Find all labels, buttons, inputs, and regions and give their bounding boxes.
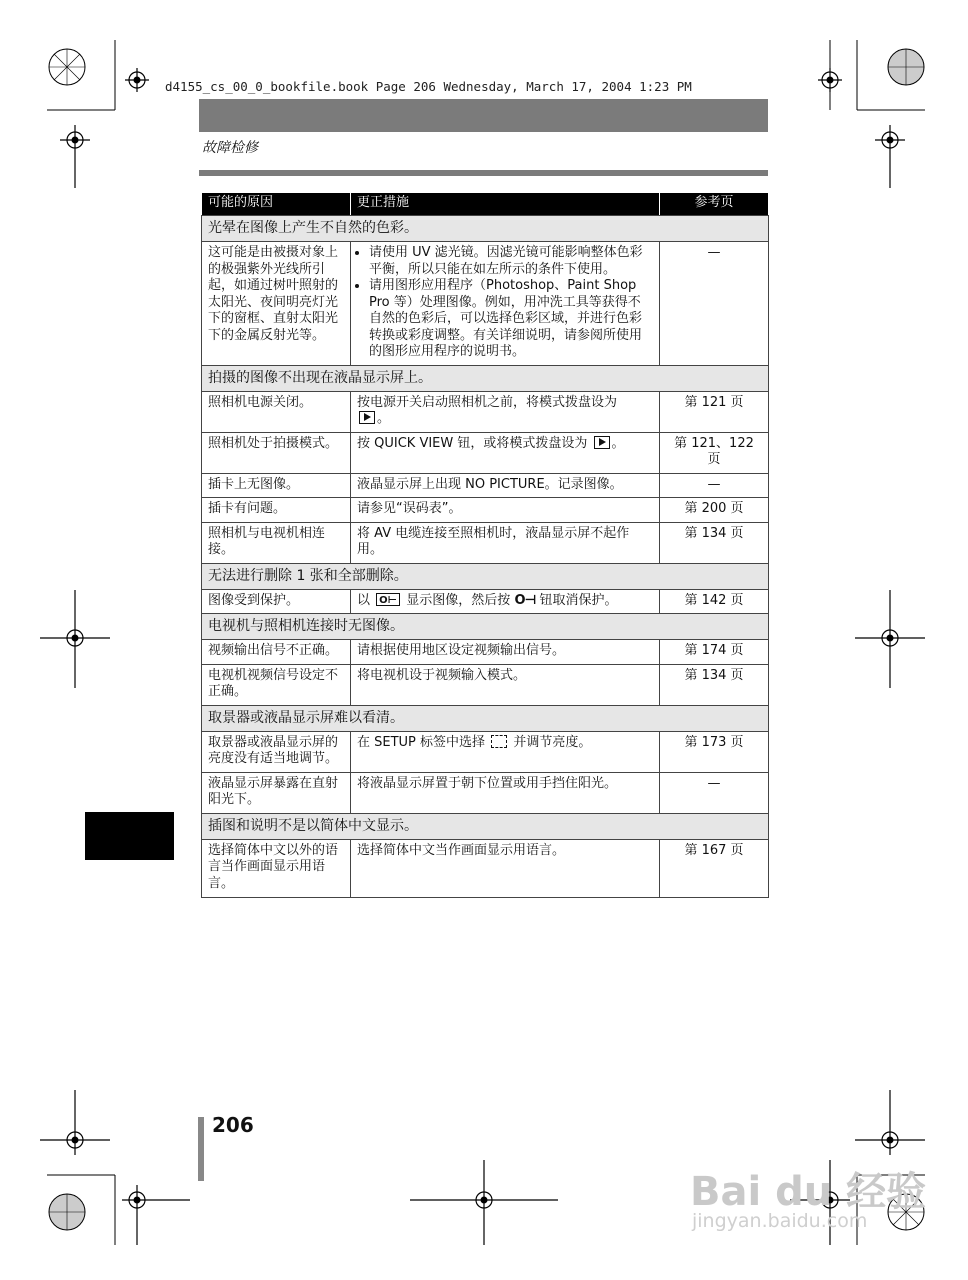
protect-icon: O⊢ — [376, 593, 400, 606]
cause-cell: 取景器或液晶显示屏的亮度没有适当地调节。 — [202, 731, 351, 772]
chapter-tab — [85, 812, 174, 860]
troubleshooting-table — [201, 192, 769, 898]
file-header: d4155_cs_00_0_bookfile.book Page 206 Wednesday, March 17, 2004 1:23 PM — [165, 79, 692, 94]
group-row — [202, 216, 769, 242]
cause-cell: 图像受到保护。 — [202, 589, 351, 614]
table-row — [202, 640, 769, 665]
section-title: 故障检修 — [202, 140, 258, 156]
fix-text: 并调节亮度。 — [513, 734, 592, 750]
cause-cell: 照相机与电视机相连接。 — [202, 522, 351, 563]
fix-text: 显示图像，然后按 — [406, 592, 511, 608]
group-row — [202, 705, 769, 731]
group-title: 插图和说明不是以简体中文显示。 — [202, 813, 769, 839]
cause-cell: 选择简体中文以外的语言当作画面显示用语言。 — [202, 839, 351, 897]
ref-cell: — — [660, 473, 769, 498]
cause-cell: 视频输出信号不正确。 — [202, 640, 351, 665]
table-row — [202, 772, 769, 813]
cause-cell: 插卡有问题。 — [202, 498, 351, 523]
ref-cell: 第 134 页 — [660, 664, 769, 705]
key-icon: O⊣ — [514, 592, 536, 608]
table-row — [202, 391, 769, 432]
ref-cell: — — [660, 242, 769, 366]
fix-cell: 选择简体中文当作画面显示用语言。 — [351, 839, 660, 897]
playback-icon — [594, 436, 610, 449]
watermark-brand: Bai du 经验 — [690, 1169, 927, 1215]
cause-cell: 液晶显示屏暴露在直射阳光下。 — [202, 772, 351, 813]
fix-cell: 请参见“误码表”。 — [351, 498, 660, 523]
header-ref: 参考页 — [660, 193, 769, 216]
fix-cell: 请根据使用地区设定视频输出信号。 — [351, 640, 660, 665]
fix-cell: 将液晶显示屏置于朝下位置或用手挡住阳光。 — [351, 772, 660, 813]
fix-text: 按 QUICK VIEW 钮，或将模式拨盘设为 — [357, 435, 588, 451]
table-row — [202, 664, 769, 705]
group-row — [202, 813, 769, 839]
page-number-bar — [198, 1117, 204, 1181]
table-row — [202, 432, 769, 473]
group-row — [202, 614, 769, 640]
fix-cell — [351, 731, 660, 772]
fix-cell — [351, 242, 660, 366]
ref-cell: 第 174 页 — [660, 640, 769, 665]
table-header-row — [202, 193, 769, 216]
group-title: 电视机与照相机连接时无图像。 — [202, 614, 769, 640]
ref-cell: — — [660, 772, 769, 813]
cause-cell: 这可能是由被摄对象上的极强紫外光线所引起，如通过树叶照射的太阳光、夜间明亮灯光下的窗框、直射太阳光下的金属反射光等。 — [202, 242, 351, 366]
fix-cell — [351, 432, 660, 473]
fix-cell — [351, 391, 660, 432]
ref-cell: 第 173 页 — [660, 731, 769, 772]
ref-cell: 第 142 页 — [660, 589, 769, 614]
table-row — [202, 522, 769, 563]
fix-text: 。 — [377, 411, 391, 426]
fix-cell: 液晶显示屏上出现 NO PICTURE。记录图像。 — [351, 473, 660, 498]
monitor-brightness-icon — [491, 735, 507, 748]
playback-icon — [359, 411, 375, 424]
fix-bullet: • 请使用 UV 滤光镜。因滤光镜可能影响整体色彩平衡，所以只能在如左所示的条件下使用。 — [369, 245, 653, 278]
header-fix: 更正措施 — [351, 193, 660, 216]
table-row — [202, 839, 769, 897]
group-row — [202, 563, 769, 589]
watermark-url: jingyan.baidu.com — [692, 1210, 868, 1232]
cause-cell: 照相机处于拍摄模式。 — [202, 432, 351, 473]
ref-cell: 第 134 页 — [660, 522, 769, 563]
ref-cell: 第 121 页 — [660, 391, 769, 432]
fix-text: 钮取消保护。 — [539, 592, 618, 608]
page-number: 206 — [212, 1113, 254, 1137]
ref-cell: 第 200 页 — [660, 498, 769, 523]
group-title: 无法进行删除 1 张和全部删除。 — [202, 563, 769, 589]
table-row — [202, 473, 769, 498]
fix-text: 以 — [357, 592, 371, 608]
header-bar — [199, 99, 768, 132]
cause-cell: 插卡上无图像。 — [202, 473, 351, 498]
header-rule — [199, 170, 768, 176]
table-row — [202, 731, 769, 772]
table-row — [202, 498, 769, 523]
group-row — [202, 365, 769, 391]
group-title: 光晕在图像上产生不自然的色彩。 — [202, 216, 769, 242]
ref-cell: 第 167 页 — [660, 839, 769, 897]
table-row — [202, 242, 769, 366]
fix-cell — [351, 589, 660, 614]
cause-cell: 电视机视频信号设定不正确。 — [202, 664, 351, 705]
fix-text: 在 SETUP 标签中选择 — [357, 734, 486, 750]
fix-cell: 将电视机设于视频输入模式。 — [351, 664, 660, 705]
ref-cell: 第 121、122 页 — [660, 432, 769, 473]
table-row — [202, 589, 769, 614]
group-title: 拍摄的图像不出现在液晶显示屏上。 — [202, 365, 769, 391]
header-cause: 可能的原因 — [202, 193, 351, 216]
fix-text: 按电源开关启动照相机之前，将模式拨盘设为 — [357, 394, 618, 410]
fix-cell: 将 AV 电缆连接至照相机时，液晶显示屏不起作用。 — [351, 522, 660, 563]
group-title: 取景器或液晶显示屏难以看清。 — [202, 705, 769, 731]
fix-bullet: • 请用图形应用程序（Photoshop、Paint Shop Pro 等）处理图像。例如，用冲洗工具等获得不自然的色彩后，可以选择色彩区域，并进行色彩转换或彩度调整。有关详细说明，请参阅所使用的图形应用程序的说明书。 — [369, 278, 653, 361]
cause-cell: 照相机电源关闭。 — [202, 391, 351, 432]
fix-text: 。 — [611, 435, 625, 451]
